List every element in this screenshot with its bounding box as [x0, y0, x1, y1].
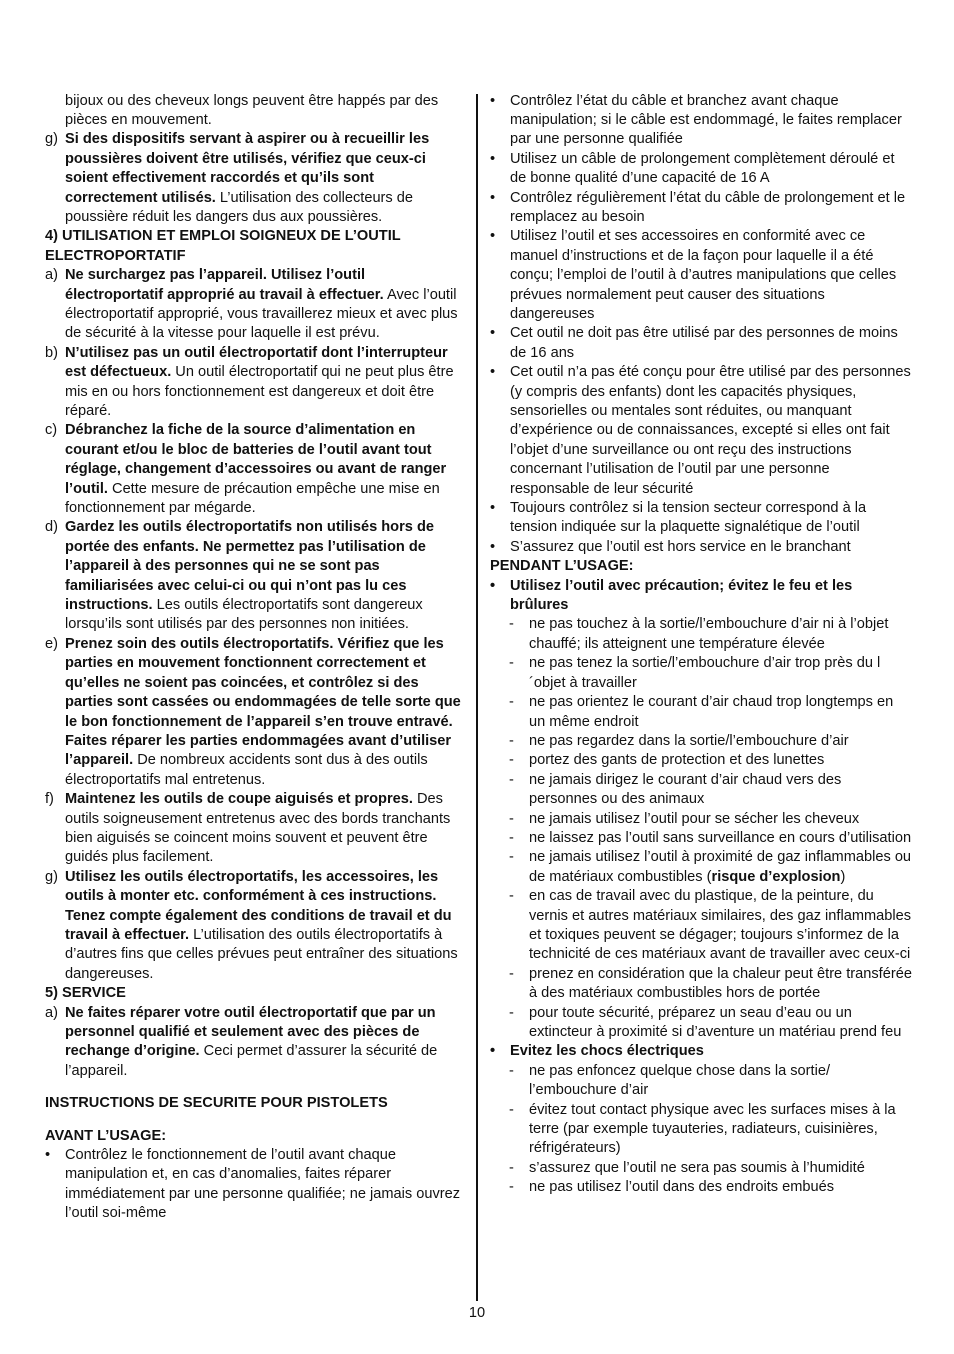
bullet-item: • Cet outil ne doit pas être utilisé par des personnes de moins de 16 ans: [490, 325, 898, 361]
bullet-item: • Cet outil n’a pas été conçu pour être utilisé par des personnes (y compris des enfants) dont les capacités physiques, sensorielles ou mentales sont réduites, ou manquant d’expérience ou de connaissances, excepté si elles ont fait l’objet d’une surveillance ou ont reçu des instructions concernant l’utilisation de l’outil par une personne responsable de leur sécurité: [490, 364, 911, 497]
list-item-a-overload: a) Ne surchargez pas l’appareil. Utilisez l’outil électroportatif approprié au travail à effectuer. Avec l’outil électroportatif approprié, vous travaillerez mieux et avec plus de sécurité à la vitesse pour laquelle il est prévu.: [45, 267, 458, 342]
bullet-item-check-function: • Contrôlez le fonctionnement de l’outil avant chaque manipulation et, en cas d’anomalies, faites réparer immédiatement par une personne qualifiée; ne jamais ouvrez l’outil soi-même: [45, 1147, 461, 1222]
bullet-heading-feu: • Utilisez l’outil avec précaution; évitez le feu et les brûlures: [490, 577, 853, 614]
bullet-item: • Toujours contrôlez si la tension secteur correspond à la tension indiquée sur la plaquette signalétique de l’outil: [490, 500, 867, 536]
dash-item: - ne laissez pas l’outil sans surveillance en cours d’utilisation: [509, 829, 912, 846]
pendant-usage-heading: PENDANT L’USAGE:: [490, 558, 634, 575]
section-5-heading: 5) SERVICE: [45, 985, 126, 1002]
list-item-g-accessories: g) Utilisez les outils électroportatifs, les accessoires, les outils à monter etc. conformément à ces instructions. Tenez compte également des conditions de travail et du travail à effectuer. L’utilisation des outils électroportatifs à d’autres fins que celles prévues peut entraîner des situations dangereuses.: [45, 868, 458, 982]
dash-item: - ne pas regardez dans la sortie/l’embouchure d’air: [509, 732, 849, 749]
bullet-item: • Contrôlez l’état du câble et branchez avant chaque manipulation; si le câble est endommagé, le faites remplacer par une personne qualifiée: [490, 92, 902, 148]
bullet-heading-chocs: • Evitez les chocs électriques: [490, 1043, 704, 1060]
dash-item: - ne pas orientez le courant d’air chaud trop longtemps en un même endroit: [509, 694, 894, 730]
bullet-item: • Utilisez l’outil et ses accessoires en conformité avec ce manuel d’instructions et de la façon pour laquelle il a été conçu; l’emploi de l’outil à d’autres manipulations que celles prévues normalement peut causer des situations dangereuses: [490, 228, 897, 322]
continuation-text: bijoux ou des cheveux longs peuvent être happés par des pièces en mouvement.: [65, 92, 439, 128]
dash-item: - ne pas touchez à la sortie/l’embouchure d’air ni à l’objet chauffé; ils atteignent une température élevée: [509, 616, 889, 652]
page-number: 10: [468, 1305, 486, 1321]
list-item-c-unplug: c) Débranchez la fiche de la source d’alimentation en courant et/ou le bloc de batteries de l’outil avant tout réglage, changement d’accessoires ou avant de ranger l’outil. Cette mesure de précaution empêche une mise en fonctionnement par mégarde.: [45, 422, 447, 517]
section-4-heading: 4) UTILISATION ET EMPLOI SOIGNEUX DE L’OUTIL ELECTROPORTATIF: [45, 228, 401, 264]
dash-item: - évitez tout contact physique avec les surfaces mises à la terre (par exemple tuyauteries, radiateurs, cuisinières, réfrigérateurs): [509, 1101, 896, 1157]
list-item-f-cutting-tools: f) Maintenez les outils de coupe aiguisés et propres. Des outils soigneusement entretenus avec des bords tranchants bien aiguisés se coincent moins souvent et peuvent être guidés plus facilement.: [45, 791, 451, 866]
right-column: [490, 92, 912, 1198]
dash-item: - ne pas enfoncez quelque chose dans la sortie/ l’embouchure d’air: [509, 1062, 831, 1099]
dash-item: - en cas de travail avec du plastique, de la peinture, du vernis et autres matériaux similaires, des gaz inflammables et toxiques peuvent se dégager; toujours s’informez de la technicité de ces matériaux avant de travailler avec ceux-ci: [509, 888, 912, 963]
bullet-item: • Contrôlez régulièrement l’état du câble de prolongement et le remplacez au besoin: [490, 189, 906, 225]
bullet-item: • Utilisez un câble de prolongement complètement déroulé et de bonne qualité d’une capacité de 16 A: [490, 150, 895, 187]
pistolets-heading: INSTRUCTIONS DE SECURITE POUR PISTOLETS: [45, 1095, 388, 1112]
dash-item: - prenez en considération que la chaleur peut être transférée à des matériaux combustibles hors de portée: [509, 965, 912, 1002]
dash-item: - ne pas tenez la sortie/l’embouchure d’air trop près du l´objet à travailler: [509, 655, 881, 691]
dash-item: - s’assurez que l’outil ne sera pas soumis à l’humidité: [509, 1159, 865, 1176]
bullet-item: • S’assurez que l’outil est hors service en le branchant: [490, 538, 851, 555]
avant-usage-heading: AVANT L’USAGE:: [45, 1127, 167, 1144]
dash-item: - ne pas utilisez l’outil dans des endroits embués: [509, 1179, 835, 1196]
left-column: [45, 92, 465, 1224]
list-item-g-dust: g) Si des dispositifs servant à aspirer ou à recueillir les poussières doivent être utilisés, vérifiez que ceux-ci soient effectivement raccordés et qu’ils sont correctement utilisés. L’utilisation des collecteurs de poussière réduit les dangers dus aux poussières.: [45, 131, 430, 225]
list-item-a-service: a) Ne faites réparer votre outil électroportatif que par un personnel qualifié et seulement avec des pièces de rechange d’origine. Ceci permet d’assurer la sécurité de l’appareil.: [45, 1004, 438, 1079]
dash-item: - portez des gants de protection et des lunettes: [509, 752, 825, 769]
column-divider: [476, 94, 478, 1301]
dash-item: - ne jamais utilisez l’outil pour se sécher les cheveux: [509, 810, 860, 827]
list-item-e-maintenance: e) Prenez soin des outils électroportatifs. Vérifiez que les parties en mouvement fonctionnent correctement et qu’elles ne soient pas coincées, et contrôlez si des parties sont cassées ou endommagées de telle sorte que le bon fonctionnement de l’appareil s’en trouve entravé. Faites réparer les parties endommagées avant d’utiliser l’appareil. De nombreux accidents sont dus à des outils électroportatifs mal entretenus.: [45, 635, 461, 788]
list-item-b-switch: b) N’utilisez pas un outil électroportatif dont l’interrupteur est défectueux. Un outil électroportatif qui ne peut plus être mis en ou hors fonctionnement est dangereux et doit être réparé.: [45, 344, 454, 419]
dash-item-gas: - ne jamais utilisez l’outil à proximité de gaz inflammables ou de matériaux combustibles (risque d’explosion): [509, 849, 912, 885]
list-item-d-children: d) Gardez les outils électroportatifs non utilisés hors de portée des enfants. Ne permettez pas l’utilisation de l’appareil à des personnes qui ne se sont pas familiarisées avec celui-ci ou qui n’ont pas lu ces instructions. Les outils électroportatifs sont dangereux lorsqu’ils sont utilisés par des personnes non initiées.: [45, 519, 434, 633]
dash-item: - ne jamais dirigez le courant d’air chaud vers des personnes ou des animaux: [509, 771, 842, 808]
dash-item: - pour toute sécurité, préparez un seau d’eau ou un extincteur à proximité si d’aventure un matériau prend feu: [509, 1004, 902, 1040]
